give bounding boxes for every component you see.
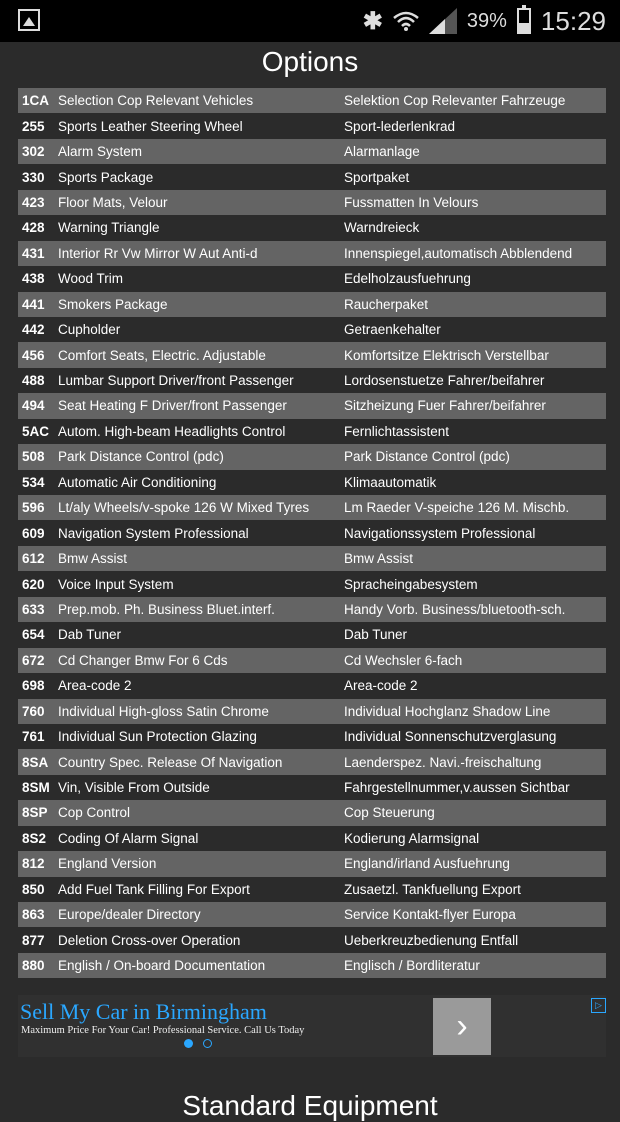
option-name-en: Bmw Assist — [58, 551, 128, 567]
table-row — [18, 215, 606, 240]
option-name-en: Add Fuel Tank Filling For Export — [58, 881, 250, 897]
option-code: 423 — [22, 194, 45, 210]
option-name-de: Innenspiegel,automatisch Abblendend — [344, 245, 573, 261]
option-name-de: Individual Hochglanz Shadow Line — [344, 703, 551, 719]
option-name-de: Fahrgestellnummer,v.aussen Sichtbar — [344, 780, 570, 796]
option-name-en: Vin, Visible From Outside — [58, 780, 210, 796]
table-row — [18, 902, 606, 927]
table-row — [18, 800, 606, 825]
table-row — [18, 317, 606, 342]
section-heading: Standard Equipment — [182, 1090, 438, 1121]
option-name-de: Spracheingabesystem — [344, 576, 478, 592]
table-row — [18, 546, 606, 571]
option-name-de: Navigationssystem Professional — [344, 525, 536, 541]
option-code: 698 — [22, 678, 45, 694]
option-name-de: Area-code 2 — [344, 678, 418, 694]
table-row — [18, 571, 606, 596]
option-code: 812 — [22, 856, 45, 872]
option-name-de: England/irland Ausfuehrung — [344, 856, 510, 872]
option-name-de: Cop Steuerung — [344, 805, 435, 821]
table-row — [18, 826, 606, 851]
table-row — [18, 851, 606, 876]
option-name-en: Area-code 2 — [58, 678, 132, 694]
option-name-en: Interior Rr Vw Mirror W Aut Anti-d — [58, 245, 258, 261]
table-row — [18, 953, 606, 978]
option-name-de: Bmw Assist — [344, 551, 414, 567]
table-row — [18, 164, 606, 189]
signal-icon — [429, 8, 457, 34]
option-name-en: Park Distance Control (pdc) — [58, 449, 224, 465]
table-row — [18, 368, 606, 393]
table-row — [18, 88, 606, 113]
clock: 15:29 — [540, 5, 606, 36]
option-name-de: Sport-lederlenkrad — [344, 118, 456, 134]
table-row — [18, 470, 606, 495]
option-name-de: Sportpaket — [344, 169, 410, 185]
table-row — [18, 724, 606, 749]
option-code: 1CA — [22, 93, 50, 109]
table-row — [18, 749, 606, 774]
option-code: 8SM — [22, 780, 50, 796]
option-code: 438 — [22, 271, 45, 287]
option-name-de: Kodierung Alarmsignal — [344, 830, 480, 846]
option-code: 330 — [22, 169, 45, 185]
option-name-de: Fussmatten In Velours — [344, 194, 479, 210]
options-table — [18, 88, 606, 978]
ad-next-button[interactable]: › — [433, 998, 491, 1055]
table-row — [18, 927, 606, 952]
option-name-en: Sports Leather Steering Wheel — [58, 118, 243, 134]
option-code: 633 — [22, 601, 45, 617]
option-code: 654 — [22, 627, 45, 643]
pagination-dot[interactable] — [203, 1039, 212, 1048]
option-name-en: Deletion Cross-over Operation — [58, 932, 241, 948]
option-code: 8SA — [22, 754, 49, 770]
option-name-en: Selection Cop Relevant Vehicles — [58, 93, 254, 109]
option-name-de: Service Kontakt-flyer Europa — [344, 907, 516, 923]
option-name-en: Europe/dealer Directory — [58, 907, 201, 923]
table-row — [18, 444, 606, 469]
option-code: 302 — [22, 144, 45, 160]
option-name-en: Floor Mats, Velour — [58, 194, 168, 210]
option-name-en: Comfort Seats, Electric. Adjustable — [58, 347, 266, 363]
option-name-en: Wood Trim — [58, 271, 124, 287]
option-name-de: Laenderspez. Navi.-freischaltung — [344, 754, 542, 770]
ad-title[interactable]: Sell My Car in Birmingham — [20, 999, 267, 1024]
ad-subtitle: Maximum Price For Your Car! Professional Service. Call Us Today — [21, 1025, 305, 1036]
option-name-de: Park Distance Control (pdc) — [344, 449, 510, 465]
table-row — [18, 342, 606, 367]
option-code: 850 — [22, 881, 45, 897]
ad-pagination — [184, 1039, 212, 1048]
option-code: 880 — [22, 958, 45, 974]
option-code: 596 — [22, 500, 45, 516]
option-name-de: Komfortsitze Elektrisch Verstellbar — [344, 347, 549, 363]
option-name-de: Zusaetzl. Tankfuellung Export — [344, 881, 521, 897]
option-name-en: Cupholder — [58, 322, 121, 338]
option-name-en: Voice Input System — [58, 576, 174, 592]
table-row — [18, 241, 606, 266]
option-name-de: Fernlichtassistent — [344, 423, 450, 439]
battery-percentage: 39% — [466, 9, 507, 32]
table-row — [18, 648, 606, 673]
option-name-de: Dab Tuner — [344, 627, 408, 643]
option-code: 428 — [22, 220, 45, 236]
table-row — [18, 113, 606, 138]
option-name-en: Country Spec. Release Of Navigation — [58, 754, 283, 770]
table-row — [18, 266, 606, 291]
option-name-de: Raucherpaket — [344, 296, 429, 312]
picture-icon — [18, 9, 40, 31]
table-row — [18, 622, 606, 647]
option-name-en: English / On-board Documentation — [58, 958, 266, 974]
table-row — [18, 190, 606, 215]
table-row — [18, 673, 606, 698]
option-name-en: England Version — [58, 856, 157, 872]
option-code: 877 — [22, 932, 45, 948]
option-name-en: Navigation System Professional — [58, 525, 249, 541]
option-code: 494 — [22, 398, 45, 414]
option-code: 441 — [22, 296, 45, 312]
table-row — [18, 139, 606, 164]
option-code: 8S2 — [22, 830, 47, 846]
option-name-de: Getraenkehalter — [344, 322, 441, 338]
option-name-en: Cd Changer Bmw For 6 Cds — [58, 652, 228, 668]
option-name-de: Individual Sonnenschutzverglasung — [344, 729, 557, 745]
status-bar — [0, 0, 620, 42]
option-name-de: Edelholzausfuehrung — [344, 271, 471, 287]
option-code: 255 — [22, 118, 45, 134]
option-name-de: Lm Raeder V-speiche 126 M. Mischb. — [344, 500, 570, 516]
option-name-de: Ueberkreuzbedienung Entfall — [344, 932, 519, 948]
ad-info-icon[interactable]: ▷ — [591, 998, 606, 1013]
option-name-de: Cd Wechsler 6-fach — [344, 652, 463, 668]
option-name-en: Sports Package — [58, 169, 154, 185]
option-name-en: Lt/aly Wheels/v-spoke 126 W Mixed Tyres — [58, 500, 310, 516]
option-code: 620 — [22, 576, 45, 592]
wifi-icon — [393, 10, 419, 32]
option-name-de: Sitzheizung Fuer Fahrer/beifahrer — [344, 398, 546, 414]
option-code: 534 — [22, 474, 45, 490]
option-code: 442 — [22, 322, 45, 338]
table-row — [18, 520, 606, 545]
option-code: 5AC — [22, 423, 50, 439]
option-name-de: Warndreieck — [344, 220, 420, 236]
table-row — [18, 495, 606, 520]
table-row — [18, 699, 606, 724]
option-code: 508 — [22, 449, 45, 465]
bluetooth-icon: ✱ — [362, 7, 383, 35]
option-name-en: Individual Sun Protection Glazing — [58, 729, 257, 745]
table-row — [18, 775, 606, 800]
option-name-en: Smokers Package — [58, 296, 168, 312]
option-code: 488 — [22, 373, 45, 389]
option-name-de: Handy Vorb. Business/bluetooth-sch. — [344, 601, 566, 617]
table-row — [18, 877, 606, 902]
option-name-en: Coding Of Alarm Signal — [58, 830, 199, 846]
option-name-en: Prep.mob. Ph. Business Bluet.interf. — [58, 601, 275, 617]
table-row — [18, 292, 606, 317]
option-name-en: Warning Triangle — [58, 220, 160, 236]
page-title: Options — [261, 46, 359, 77]
option-code: 8SP — [22, 805, 48, 821]
option-name-en: Autom. High-beam Headlights Control — [58, 423, 286, 439]
table-row — [18, 393, 606, 418]
table-row — [18, 597, 606, 622]
option-code: 609 — [22, 525, 45, 541]
table-row — [18, 419, 606, 444]
option-code: 761 — [22, 729, 45, 745]
option-code: 863 — [22, 907, 45, 923]
option-name-de: Lordosenstuetze Fahrer/beifahrer — [344, 373, 545, 389]
option-name-en: Individual High-gloss Satin Chrome — [58, 703, 269, 719]
option-code: 612 — [22, 551, 45, 567]
option-code: 431 — [22, 245, 45, 261]
option-name-en: Lumbar Support Driver/front Passenger — [58, 373, 294, 389]
option-name-de: Klimaautomatik — [344, 474, 437, 490]
option-name-en: Cop Control — [58, 805, 131, 821]
option-name-en: Alarm System — [58, 144, 143, 160]
option-name-en: Automatic Air Conditioning — [58, 474, 217, 490]
option-code: 760 — [22, 703, 45, 719]
option-name-de: Englisch / Bordliteratur — [344, 958, 480, 974]
battery-icon — [517, 8, 531, 34]
option-code: 456 — [22, 347, 45, 363]
option-name-en: Seat Heating F Driver/front Passenger — [58, 398, 287, 414]
option-name-de: Selektion Cop Relevanter Fahrzeuge — [344, 93, 566, 109]
option-name-de: Alarmanlage — [344, 144, 420, 160]
option-name-en: Dab Tuner — [58, 627, 122, 643]
option-code: 672 — [22, 652, 45, 668]
ad-banner[interactable] — [18, 995, 606, 1057]
pagination-dot[interactable] — [184, 1039, 193, 1048]
